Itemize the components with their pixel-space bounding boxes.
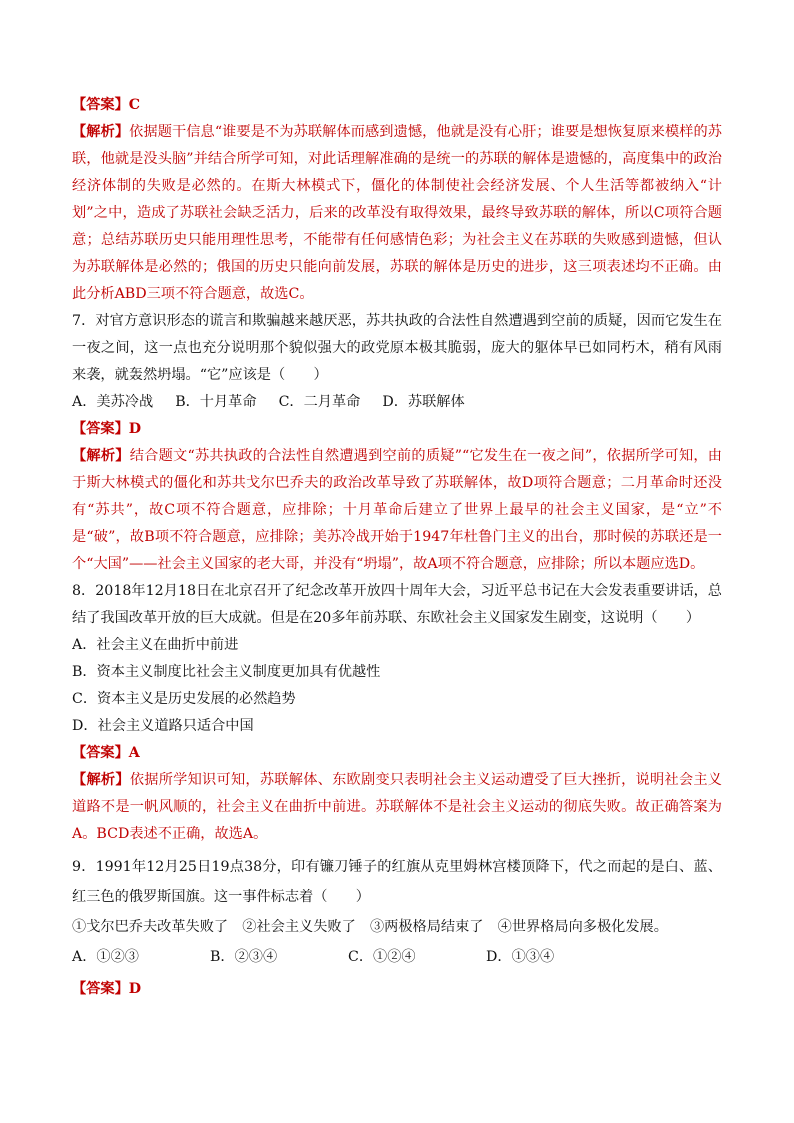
q7-answer — [72, 416, 722, 443]
q9-statements: ①戈尔巴乔夫改革失败了 ②社会主义失败了 ③两极格局结束了 ④世界格局向多极化发展。 — [72, 919, 668, 935]
q8-option-d: D．社会主义道路只适合中国 — [72, 718, 254, 734]
q9-options — [72, 942, 722, 972]
document-page — [72, 92, 722, 1006]
answer-label: 【答案】 — [72, 981, 129, 997]
q8-option-b: B．资本主义制度比社会主义制度更加具有优越性 — [72, 664, 381, 680]
q7-option-d: D．苏联解体 — [382, 394, 465, 410]
q7-analysis — [72, 443, 722, 578]
q8-option-c: C．资本主义是历史发展的必然趋势 — [72, 691, 296, 707]
q9-answer-value: D — [128, 981, 142, 997]
q8-analysis — [72, 767, 722, 848]
analysis-label: 【解析】 — [72, 124, 130, 140]
q7-option-c: C．二月革命 — [278, 394, 361, 410]
q8-answer-value: A — [128, 745, 140, 761]
q9-answer — [72, 972, 722, 1006]
answer-label: 【答案】 — [72, 745, 129, 761]
q7-answer-value: D — [128, 421, 142, 437]
q7-options — [72, 389, 722, 416]
q7-option-b: B．十月革命 — [175, 394, 257, 410]
q9-option-b: B．②③④ — [210, 949, 278, 965]
q8-analysis-text: 依据所学知识可知，苏联解体、东欧剧变只表明社会主义运动遭受了巨大挫折，说明社会主义道路不是一帆风顺的，社会主义在曲折中前进。苏联解体不是社会主义运动的彻底失败。故正确答案为A。BCD表述不正确，故选A。 — [72, 772, 722, 842]
q8-option-a: A．社会主义在曲折中前进 — [72, 637, 239, 653]
q8-stem: 8．2018年12月18日在北京召开了纪念改革开放四十周年大会，习近平总书记在大会发表重要讲话，总结了我国改革开放的巨大成就。但是在20多年前苏联、东欧社会主义国家发生剧变，这说明（ ） — [72, 583, 722, 626]
q7-analysis-text: 结合题文“苏共执政的合法性自然遭遇到空前的质疑”“它发生在一夜之间”，依据所学可知，由于斯大林模式的僵化和苏共戈尔巴乔夫的政治改革导致了苏联解体，故D项符合题意；二月革命时还没有“苏共”，故C项不符合题意，应排除；十月革命后建立了世界上最早的社会主义国家，是“立”不是“破”，故B项不符合题意，应排除；美苏冷战开始于1947年杜鲁门主义的出台，那时候的苏联还是一个“大国”——社会主义国家的老大哥，并没有“坍塌”，故A项不符合题意，应排除；所以本题应选D。 — [72, 448, 722, 572]
analysis-label: 【解析】 — [72, 772, 130, 788]
q6-answer-value: C — [128, 97, 141, 113]
q7-option-a: A．美苏冷战 — [72, 394, 154, 410]
answer-label: 【答案】 — [72, 421, 129, 437]
q8-answer — [72, 740, 722, 767]
answer-label: 【答案】 — [72, 97, 129, 113]
q9-stem: 9．1991年12月25日19点38分，印有镰刀锤子的红旗从克里姆林宫楼顶降下，代之而起的是白、蓝、红三色的俄罗斯国旗。这一事件标志着（ ） — [72, 859, 722, 905]
q9-option-d: D．①③④ — [486, 949, 555, 965]
analysis-label: 【解析】 — [72, 448, 130, 464]
q6-analysis-text: 依据题干信息“谁要是不为苏联解体而感到遗憾，他就是没有心肝；谁要是想恢复原来模样的苏联，他就是没头脑”并结合所学可知，对此话理解准确的是统一的苏联的解体是遗憾的，高度集中的政治经济体制的失败是必然的。在斯大林模式下，僵化的体制使社会经济发展、个人生活等都被纳入“计划”之中，造成了苏联社会缺乏活力，后来的改革没有取得效果，最终导致苏联的解体，所以C项符合题意；总结苏联历史只能用理性思考，不能带有任何感情色彩；为社会主义在苏联的失败感到遗憾，但认为苏联解体是必然的；俄国的历史只能向前发展，苏联的解体是历史的进步，这三项表述均不正确。由此分析ABD三项不符合题意，故选C。 — [72, 124, 722, 302]
q7-stem: 7．对官方意识形态的谎言和欺骗越来越厌恶，苏共执政的合法性自然遭遇到空前的质疑，因而它发生在一夜之间，这一点也充分说明那个貌似强大的政党原本极其脆弱，庞大的躯体早已如同朽木，稍有风雨来袭，就轰然坍塌。“它”应该是（ ） — [72, 313, 722, 383]
q6-answer — [72, 92, 722, 119]
q6-analysis — [72, 119, 722, 308]
q9-option-a: A．①②③ — [72, 949, 139, 965]
q9-option-c: C．①②④ — [348, 949, 416, 965]
